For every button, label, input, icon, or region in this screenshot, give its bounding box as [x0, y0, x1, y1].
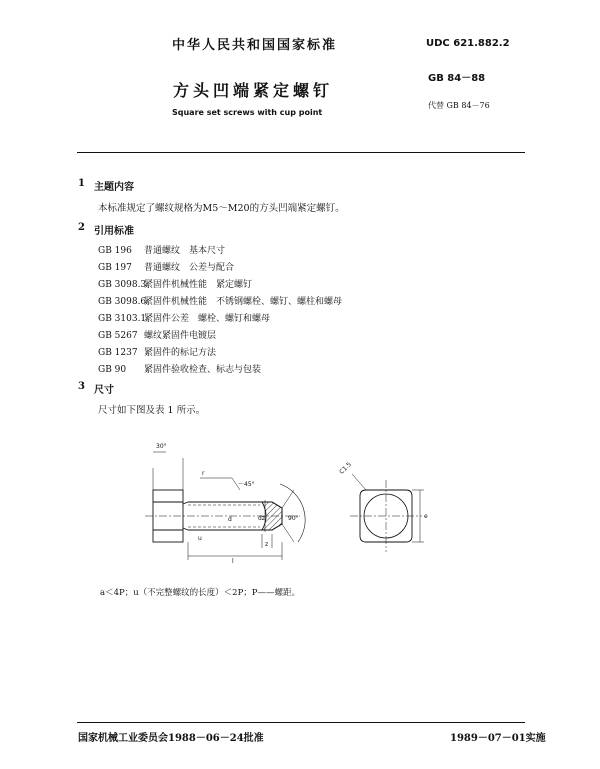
reference-title: 紧固件机械性能 不锈钢螺栓、螺钉、螺柱和螺母	[144, 297, 343, 307]
section-3-number: 3	[78, 381, 85, 392]
label-angle-top: 30°	[156, 443, 167, 450]
reference-item	[98, 243, 225, 256]
reference-code: GB 90	[98, 365, 127, 375]
section-3-heading: 尺寸	[94, 385, 114, 396]
reference-code: GB 1237	[98, 348, 138, 358]
screw-drawing	[140, 438, 450, 578]
label-z: z	[265, 541, 269, 548]
section-3-body: 尺寸如下图及表 1 所示。	[98, 405, 206, 416]
section-1-heading: 主题内容	[94, 182, 134, 193]
reference-title: 螺纹紧固件电镀层	[144, 331, 217, 341]
label-e: e	[424, 513, 428, 520]
reference-title: 紧固件机械性能 紧定螺钉	[144, 280, 253, 290]
section-1-number: 1	[78, 178, 85, 189]
approval-date: 国家机械工业委员会1988－06－24批准	[78, 733, 264, 744]
implementation-date: 1989－07－01实施	[450, 733, 546, 744]
title-english: Square set screws with cup point	[172, 108, 323, 117]
label-l: l	[232, 558, 234, 565]
title-chinese: 方头凹端紧定螺钉	[173, 81, 334, 100]
header-divider	[77, 152, 525, 153]
reference-title: 紧固件公差 螺栓、螺钉和螺母	[144, 314, 271, 324]
label-cone-angle: 90°	[288, 515, 299, 522]
reference-code: GB 3098.3	[98, 280, 147, 290]
reference-code: GB 3103.1	[98, 314, 147, 324]
label-chamfer: C1.5	[338, 460, 353, 476]
reference-code: GB 3098.6	[98, 297, 147, 307]
issuing-body: 中华人民共和国国家标准	[172, 38, 338, 53]
reference-item	[98, 311, 270, 324]
reference-item	[98, 277, 252, 290]
reference-code: GB 5267	[98, 331, 138, 341]
reference-item	[98, 260, 234, 273]
reference-title: 紧固件验收检查、标志与包装	[144, 365, 262, 375]
label-u: u	[198, 535, 202, 542]
standard-number: GB 84－88	[428, 73, 486, 84]
section-2-heading: 引用标准	[94, 226, 134, 237]
label-d: d	[228, 516, 232, 523]
udc-number: UDC 621.882.2	[426, 38, 510, 49]
label-r: r	[202, 470, 205, 477]
reference-item	[98, 362, 261, 375]
dimension-note: a＜4P；u（不完整螺纹的长度）＜2P；P——螺距。	[100, 588, 301, 598]
section-1-body: 本标准规定了螺纹规格为M5～M20的方头凹端紧定螺钉。	[98, 203, 345, 214]
footer-divider	[77, 722, 525, 723]
screw-end-view	[350, 474, 424, 552]
reference-item	[98, 345, 216, 358]
reference-code: GB 197	[98, 263, 132, 273]
reference-title: 普通螺纹 基本尺寸	[144, 246, 226, 256]
reference-item	[98, 294, 342, 307]
screw-side-view	[145, 452, 305, 560]
reference-code: GB 196	[98, 246, 132, 256]
replaces-standard: 代替 GB 84－76	[428, 101, 490, 110]
section-2-number: 2	[78, 222, 85, 233]
label-chamfer-angle: ～45°	[238, 481, 255, 488]
cone-angle-arc	[280, 484, 305, 542]
reference-title: 普通螺纹 公差与配合	[144, 263, 235, 273]
label-dz: dz	[258, 515, 265, 522]
reference-item	[98, 328, 216, 341]
reference-title: 紧固件的标记方法	[144, 348, 217, 358]
